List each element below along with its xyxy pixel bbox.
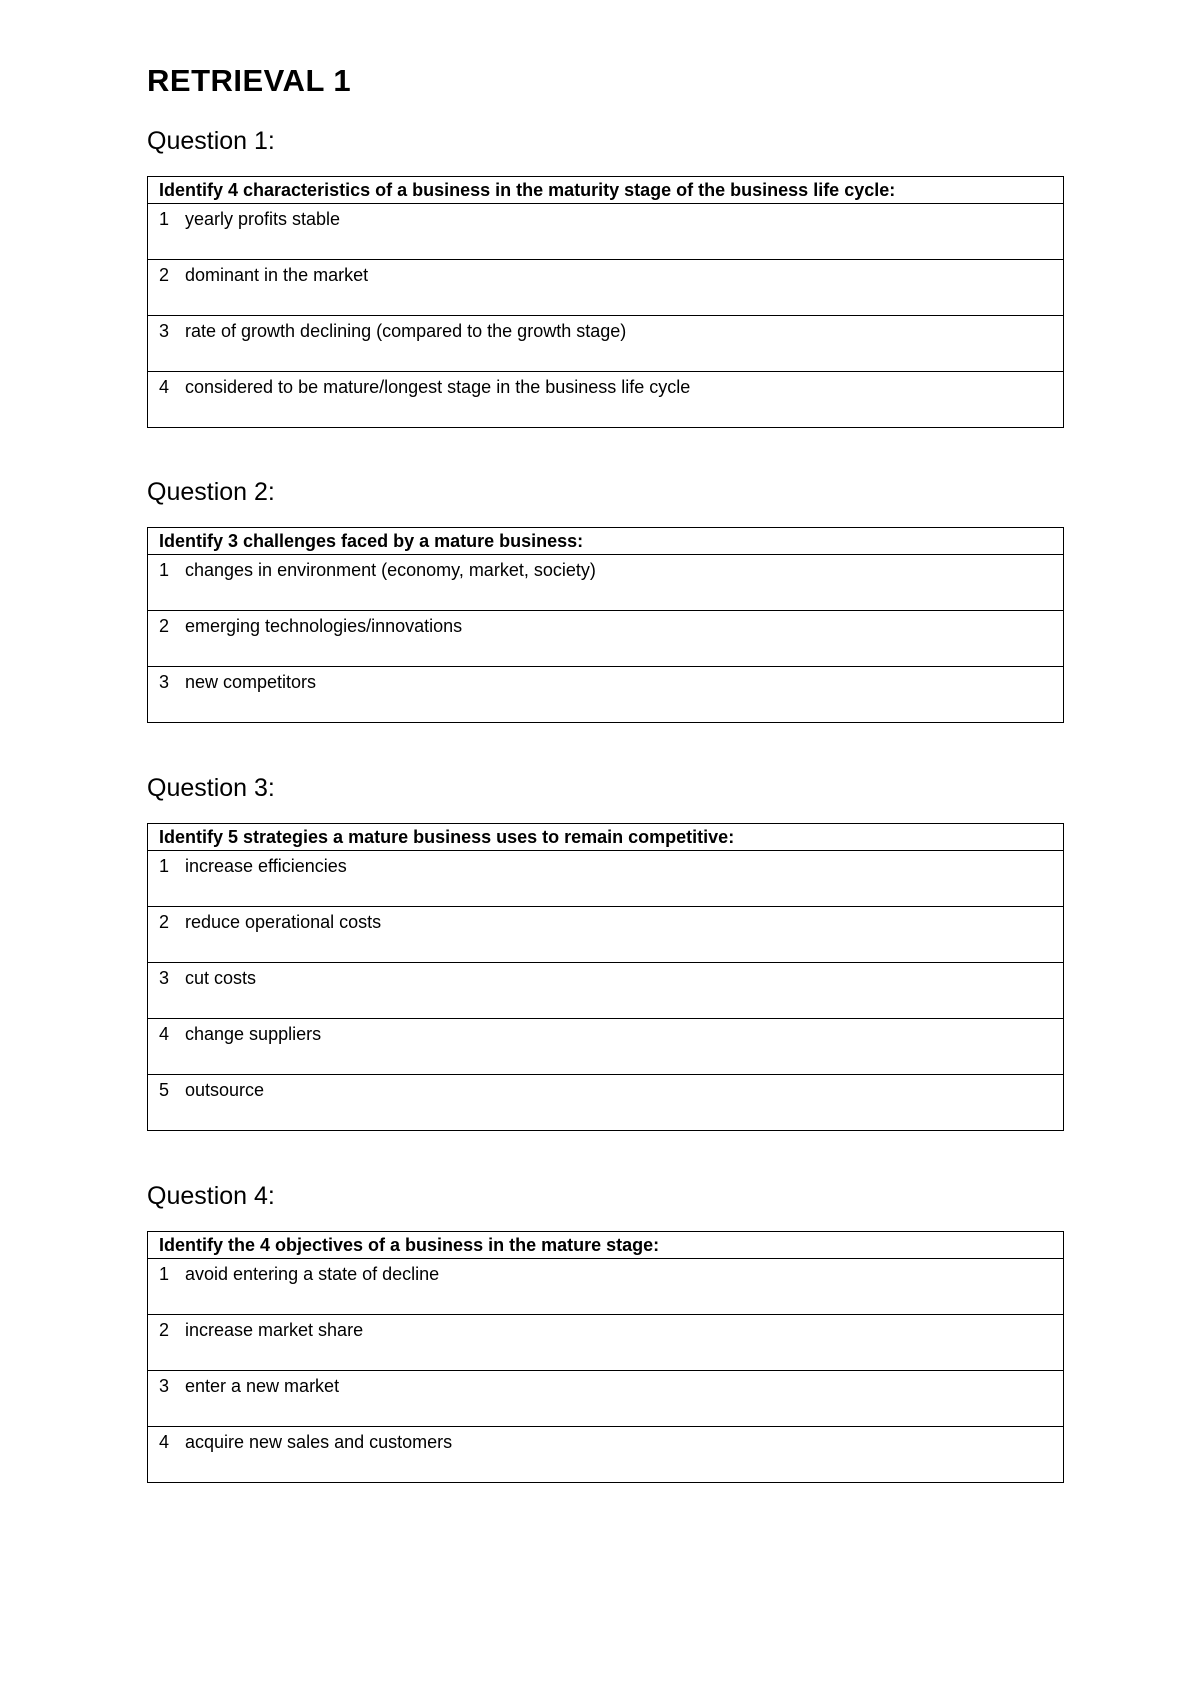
answer-number: 2 [159, 616, 170, 636]
answer-row [148, 963, 1064, 1019]
answer-row [148, 260, 1064, 316]
answer-text: increase efficiencies [185, 856, 347, 876]
answer-text: increase market share [185, 1320, 364, 1340]
answer-number: 3 [159, 672, 170, 692]
question-1-table [147, 176, 1064, 428]
answer-row [148, 555, 1064, 611]
answer-number: 4 [159, 1432, 170, 1452]
question-2-prompt: Identify 3 challenges faced by a mature business: [148, 528, 1064, 555]
answer-number: 2 [159, 265, 170, 285]
answer-row [148, 907, 1064, 963]
answer-text: new competitors [185, 672, 317, 692]
question-4-table [147, 1231, 1064, 1483]
answer-row [148, 667, 1064, 723]
answer-text: changes in environment (economy, market, society) [185, 560, 596, 580]
answer-row [148, 1427, 1064, 1483]
question-3-prompt: Identify 5 strategies a mature business uses to remain competitive: [148, 824, 1064, 851]
question-4-prompt: Identify the 4 objectives of a business in the mature stage: [148, 1232, 1064, 1259]
question-2-heading: Question 2: [147, 478, 275, 506]
document-title: RETRIEVAL 1 [147, 63, 352, 98]
answer-number: 2 [159, 1320, 170, 1340]
answer-number: 1 [159, 1264, 170, 1284]
answer-number: 1 [159, 209, 170, 229]
answer-text: considered to be mature/longest stage in the business life cycle [185, 377, 691, 397]
question-3-heading: Question 3: [147, 774, 275, 802]
answer-row [148, 316, 1064, 372]
question-3-table [147, 823, 1064, 1131]
question-4-heading: Question 4: [147, 1182, 275, 1210]
answer-number: 5 [159, 1080, 170, 1100]
question-1-prompt: Identify 4 characteristics of a business in the maturity stage of the business life cycle: [148, 177, 1064, 204]
answer-text: outsource [185, 1080, 265, 1100]
answer-text: acquire new sales and customers [185, 1432, 453, 1452]
answer-row [148, 1259, 1064, 1315]
answer-row [148, 1371, 1064, 1427]
answer-row [148, 611, 1064, 667]
answer-text: cut costs [185, 968, 257, 988]
answer-row [148, 851, 1064, 907]
answer-number: 4 [159, 377, 170, 397]
answer-row [148, 1019, 1064, 1075]
answer-text: emerging technologies/innovations [185, 616, 463, 636]
answer-row [148, 372, 1064, 428]
answer-number: 3 [159, 968, 170, 988]
answer-row [148, 1315, 1064, 1371]
answer-row [148, 1075, 1064, 1131]
answer-text: reduce operational costs [185, 912, 382, 932]
answer-text: enter a new market [185, 1376, 340, 1396]
answer-number: 1 [159, 856, 170, 876]
question-1-heading: Question 1: [147, 127, 275, 155]
answer-text: dominant in the market [185, 265, 369, 285]
answer-text: change suppliers [185, 1024, 322, 1044]
answer-text: avoid entering a state of decline [185, 1264, 440, 1284]
answer-number: 2 [159, 912, 170, 932]
answer-text: rate of growth declining (compared to the growth stage) [185, 321, 627, 341]
question-2-table [147, 527, 1064, 723]
answer-number: 4 [159, 1024, 170, 1044]
answer-text: yearly profits stable [185, 209, 341, 229]
answer-number: 1 [159, 560, 170, 580]
answer-number: 3 [159, 321, 170, 341]
answer-number: 3 [159, 1376, 170, 1396]
answer-row [148, 204, 1064, 260]
